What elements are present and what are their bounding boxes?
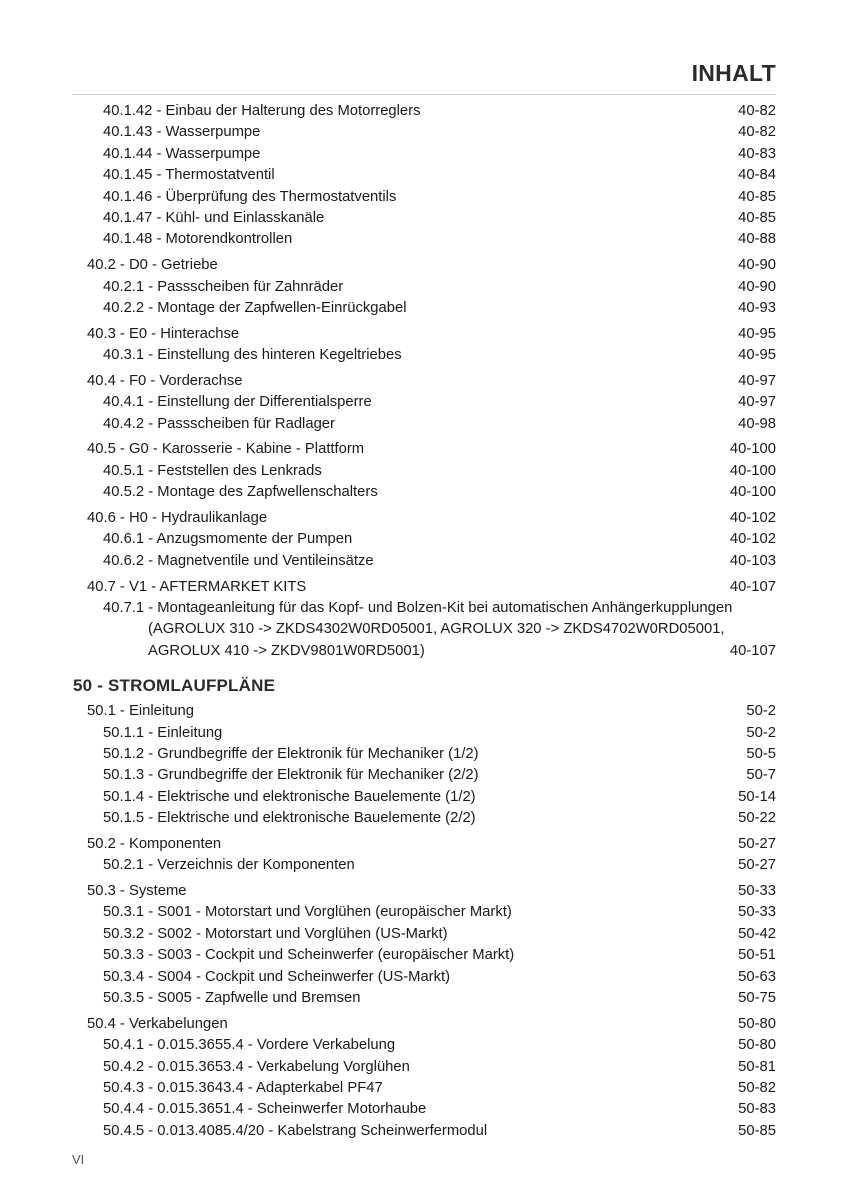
- toc-entry-page: 40-82: [738, 103, 776, 119]
- toc-entry-page: 40-97: [738, 372, 776, 389]
- toc-entry-label-continued: (AGROLUX 310 -> ZKDS4302W0RD05001, AGROLUX 320 -> ZKDS4702W0RD05001,: [148, 621, 725, 638]
- toc-entry-page: 40-82: [738, 124, 776, 141]
- toc-entry-page: 40-100: [729, 484, 776, 501]
- toc-entry-label: 40.1.44 - Wasserpumpe: [103, 145, 261, 162]
- toc-section-entry[interactable]: [87, 834, 776, 855]
- toc-entry-label: 40.4.1 - Einstellung der Differentialsperre: [103, 394, 372, 411]
- toc-entry-label: 40.7 - V1 - AFTERMARKET KITS: [87, 578, 307, 595]
- toc-entry-page: 50-33: [738, 904, 776, 921]
- toc-entry-label: 40.5.1 - Feststellen des Lenkrads: [103, 462, 322, 479]
- toc-entry-label: 50.2 - Komponenten: [87, 835, 222, 852]
- toc-entry-label: 40.7.1 - Montageanleitung für das Kopf- und Bolzen-Kit bei automatischen Anhängerkupplungen: [103, 599, 733, 616]
- toc-entry-continuation[interactable]: [148, 619, 776, 640]
- toc-entry-page: 40-95: [738, 325, 776, 342]
- toc-entry-label: 40.6.2 - Magnetventile und Ventileinsätze: [103, 552, 374, 569]
- toc-entry-page: 50-75: [738, 989, 776, 1006]
- toc-entry-page: 50-81: [738, 1058, 776, 1075]
- toc-entry-page: 40-103: [729, 552, 776, 569]
- toc-section-entry[interactable]: [87, 371, 776, 392]
- page-number: VI: [72, 1152, 85, 1167]
- toc-entry[interactable]: [103, 551, 776, 572]
- toc-entry[interactable]: [103, 461, 776, 482]
- toc-entry-page: 50-51: [738, 947, 776, 964]
- toc-entry-page: 40-85: [738, 209, 776, 226]
- toc-entry-page: 50-42: [738, 925, 776, 942]
- toc-entry-label: 50.1 - Einleitung: [87, 703, 194, 720]
- toc-entry-page: 40-98: [738, 415, 776, 432]
- toc-entry-page: 40-90: [738, 278, 776, 295]
- toc-entry[interactable]: [103, 1035, 776, 1056]
- toc-entry-label: 40.1.46 - Überprüfung des Thermostatventils: [103, 188, 397, 205]
- toc-entry[interactable]: [103, 529, 776, 550]
- toc-entry[interactable]: [103, 144, 776, 165]
- toc-entry-label: 40.6.1 - Anzugsmomente der Pumpen: [103, 531, 353, 548]
- toc-entry-label: 40.5 - G0 - Karosserie - Kabine - Plattform: [87, 441, 365, 458]
- toc-entry-label: 40.5.2 - Montage des Zapfwellenschalters: [103, 484, 378, 501]
- toc-entry-page: 40-102: [729, 509, 776, 526]
- toc-entry-page: 40-84: [738, 167, 776, 184]
- toc-entry[interactable]: [103, 187, 776, 208]
- toc-entry-label: 40.2.1 - Passscheiben für Zahnräder: [103, 278, 344, 295]
- toc-entry-label: 50.4.5 - 0.013.4085.4/20 - Kabelstrang Scheinwerfermodul: [103, 1122, 488, 1139]
- toc-entry-page: 50-33: [738, 883, 776, 900]
- toc-entry-page: 40-95: [738, 347, 776, 364]
- toc-section-entry[interactable]: [87, 701, 776, 722]
- toc-entry[interactable]: [103, 414, 776, 435]
- toc-entry-page: 40-88: [738, 231, 776, 248]
- toc-entry-page: 50-83: [738, 1101, 776, 1118]
- toc-entry-page: 50-63: [738, 968, 776, 985]
- toc-section-entry[interactable]: [87, 255, 776, 276]
- page-header: [72, 60, 776, 95]
- toc-entry[interactable]: [103, 1099, 776, 1120]
- toc-entry-page: 40-85: [738, 188, 776, 205]
- toc-entry[interactable]: [103, 787, 776, 808]
- toc-entry-page: 50-2: [746, 703, 776, 720]
- toc-entry-multiline[interactable]: [103, 598, 776, 619]
- toc-entry[interactable]: [103, 723, 776, 744]
- toc-entry-page: 50-82: [738, 1079, 776, 1096]
- toc-entry-label: 50.4.4 - 0.015.3651.4 - Scheinwerfer Motorhaube: [103, 1101, 427, 1118]
- toc-entry[interactable]: [103, 165, 776, 186]
- toc-entry-page: 40-100: [729, 441, 776, 458]
- toc-entry-label: 40.3.1 - Einstellung des hinteren Kegeltriebes: [103, 347, 402, 364]
- toc-entry[interactable]: [103, 345, 776, 366]
- toc-entry[interactable]: [103, 101, 776, 122]
- toc-entry-page: 40-83: [738, 145, 776, 162]
- toc-entry-label: 40.1.47 - Kühl- und Einlasskanäle: [103, 209, 325, 226]
- toc-section-entry[interactable]: [87, 1014, 776, 1035]
- toc-entry-label: 50.1.2 - Grundbegriffe der Elektronik für Mechaniker (1/2): [103, 745, 479, 762]
- table-of-contents: [0, 101, 849, 1142]
- toc-entry-label-continued: AGROLUX 410 -> ZKDV9801W0RD5001): [148, 642, 425, 659]
- toc-entry[interactable]: [103, 1057, 776, 1078]
- toc-entry-page: 50-22: [738, 810, 776, 827]
- toc-entry-label: 50.1.5 - Elektrische und elektronische Bauelemente (2/2): [103, 810, 476, 827]
- toc-entry[interactable]: [103, 967, 776, 988]
- toc-entry-label: 40.2 - D0 - Getriebe: [87, 257, 218, 274]
- toc-entry-label: 40.2.2 - Montage der Zapfwellen-Einrückgabel: [103, 299, 407, 316]
- toc-entry[interactable]: [103, 208, 776, 229]
- toc-entry[interactable]: [103, 392, 776, 413]
- toc-entry-label: 40.1.45 - Thermostatventil: [103, 167, 275, 184]
- toc-entry-page: 40-90: [738, 257, 776, 274]
- toc-entry-page: 50-27: [738, 835, 776, 852]
- toc-entry-label: 50.1.4 - Elektrische und elektronische Bauelemente (1/2): [103, 788, 476, 805]
- toc-entry-label: 50.3.1 - S001 - Motorstart und Vorglühen (europäischer Markt): [103, 904, 512, 921]
- toc-entry-page: 40-107: [729, 578, 776, 595]
- toc-entry-label: 40.1.42 - Einbau der Halterung des Motorreglers: [103, 103, 421, 119]
- toc-section-entry[interactable]: [87, 881, 776, 902]
- toc-entry[interactable]: [103, 765, 776, 786]
- toc-entry-label: 50.4.3 - 0.015.3643.4 - Adapterkabel PF47: [103, 1079, 383, 1096]
- toc-entry-page: 50-80: [738, 1015, 776, 1032]
- toc-entry[interactable]: [103, 229, 776, 250]
- toc-entry[interactable]: [103, 902, 776, 923]
- toc-entry-page: 40-93: [738, 299, 776, 316]
- toc-section-entry[interactable]: [87, 439, 776, 460]
- toc-entry-label: 40.6 - H0 - Hydraulikanlage: [87, 509, 268, 526]
- chapter-heading[interactable]: 50 - STROMLAUFPLÄNE: [73, 676, 276, 696]
- toc-entry-page: 40-102: [729, 531, 776, 548]
- toc-entry[interactable]: [103, 988, 776, 1009]
- toc-entry[interactable]: [103, 277, 776, 298]
- toc-entry-page: 50-7: [746, 767, 776, 784]
- toc-entry-page: 40-97: [738, 394, 776, 411]
- toc-entry-page: 50-85: [738, 1122, 776, 1139]
- toc-entry-label: 50.3.3 - S003 - Cockpit und Scheinwerfer (europäischer Markt): [103, 947, 515, 964]
- toc-entry-label: 40.4.2 - Passscheiben für Radlager: [103, 415, 335, 432]
- toc-section-entry[interactable]: [87, 577, 776, 598]
- toc-entry-page: 40-100: [729, 462, 776, 479]
- toc-entry-label: 40.3 - E0 - Hinterachse: [87, 325, 240, 342]
- toc-entry-page: 50-27: [738, 857, 776, 874]
- toc-entry-label: 50.1.1 - Einleitung: [103, 724, 223, 741]
- toc-entry-page: 50-2: [746, 724, 776, 741]
- toc-entry[interactable]: [103, 924, 776, 945]
- toc-entry[interactable]: [103, 122, 776, 143]
- toc-section-entry[interactable]: [87, 508, 776, 529]
- toc-entry-page: 40-107: [729, 642, 776, 659]
- toc-entry-label: 50.4.2 - 0.015.3653.4 - Verkabelung Vorglühen: [103, 1058, 410, 1075]
- toc-entry[interactable]: [103, 855, 776, 876]
- toc-entry-page: 50-80: [738, 1037, 776, 1054]
- toc-entry[interactable]: [103, 482, 776, 503]
- toc-section-entry[interactable]: [87, 324, 776, 345]
- toc-entry-label: 50.1.3 - Grundbegriffe der Elektronik für Mechaniker (2/2): [103, 767, 479, 784]
- toc-entry[interactable]: [103, 744, 776, 765]
- toc-entry[interactable]: [103, 298, 776, 319]
- page-title: INHALT: [691, 60, 776, 86]
- toc-entry-label: 50.3 - Systeme: [87, 883, 187, 900]
- toc-entry[interactable]: [103, 808, 776, 829]
- toc-entry-label: 40.1.48 - Motorendkontrollen: [103, 231, 293, 248]
- toc-entry[interactable]: [103, 1078, 776, 1099]
- toc-entry-label: 50.3.4 - S004 - Cockpit und Scheinwerfer (US-Markt): [103, 968, 451, 985]
- toc-entry-label: 50.4 - Verkabelungen: [87, 1015, 228, 1032]
- toc-entry-label: 40.1.43 - Wasserpumpe: [103, 124, 261, 141]
- toc-entry[interactable]: [103, 945, 776, 966]
- toc-entry-label: 50.3.2 - S002 - Motorstart und Vorglühen (US-Markt): [103, 925, 448, 942]
- toc-entry-label: 50.3.5 - S005 - Zapfwelle und Bremsen: [103, 989, 361, 1006]
- toc-entry-label: 40.4 - F0 - Vorderachse: [87, 372, 243, 389]
- toc-entry[interactable]: [103, 1121, 776, 1142]
- toc-entry-label: 50.2.1 - Verzeichnis der Komponenten: [103, 857, 355, 874]
- toc-entry-page: 50-5: [746, 745, 776, 762]
- toc-entry-continuation[interactable]: [148, 641, 776, 662]
- toc-entry-page: 50-14: [738, 788, 776, 805]
- toc-entry-label: 50.4.1 - 0.015.3655.4 - Vordere Verkabelung: [103, 1037, 396, 1054]
